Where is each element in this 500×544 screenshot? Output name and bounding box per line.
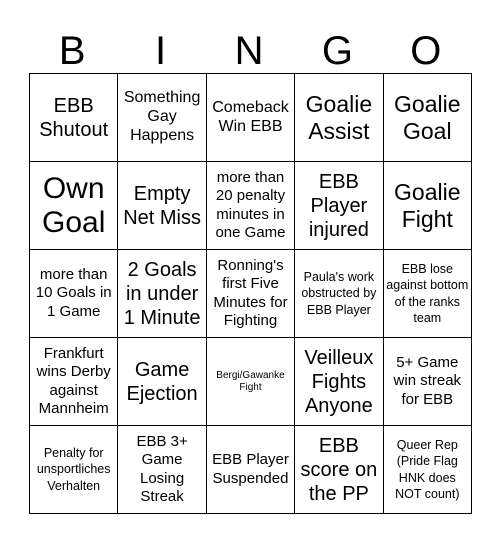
bingo-cell[interactable]: 5+ Game win streak for EBB <box>384 338 472 426</box>
bingo-cell[interactable]: Veilleux Fights Anyone <box>295 338 383 426</box>
bingo-cell[interactable]: Goalie Goal <box>384 74 472 162</box>
bingo-cell[interactable]: Something Gay Happens <box>118 74 206 162</box>
header-letter-i: I <box>155 29 169 73</box>
bingo-cell[interactable]: EBB Player injured <box>295 162 383 250</box>
bingo-cell[interactable]: Queer Rep (Pride Flag HNK does NOT count) <box>384 426 472 514</box>
bingo-cell[interactable]: EBB lose against bottom of the ranks team <box>384 250 472 338</box>
header-letter-n: N <box>234 29 266 73</box>
bingo-cell[interactable]: Paula's work obstructed by EBB Player <box>295 250 383 338</box>
bingo-cell[interactable]: Empty Net Miss <box>118 162 206 250</box>
bingo-header <box>29 28 471 74</box>
header-letter-g: G <box>321 29 355 73</box>
header-letter-o: O <box>410 29 444 73</box>
bingo-cell[interactable]: more than 20 penalty minutes in one Game <box>207 162 295 250</box>
bingo-cell[interactable]: Penalty for unsportliches Verhalten <box>30 426 118 514</box>
bingo-cell[interactable]: EBB Shutout <box>30 74 118 162</box>
bingo-cell[interactable]: Goalie Assist <box>295 74 383 162</box>
bingo-cell[interactable]: EBB score on the PP <box>295 426 383 514</box>
bingo-cell[interactable]: more than 10 Goals in 1 Game <box>30 250 118 338</box>
bingo-cell[interactable]: EBB 3+ Game Losing Streak <box>118 426 206 514</box>
bingo-cell[interactable]: Comeback Win EBB <box>207 74 295 162</box>
bingo-cell[interactable]: EBB Player Suspended <box>207 426 295 514</box>
bingo-cell[interactable]: Bergi/Gawanke Fight <box>207 338 295 426</box>
bingo-cell[interactable]: Ronning's first Five Minutes for Fighting <box>207 250 295 338</box>
header-letter-b: B <box>58 29 88 73</box>
bingo-grid <box>29 73 472 514</box>
bingo-cell[interactable]: Game Ejection <box>118 338 206 426</box>
bingo-cell[interactable]: Goalie Fight <box>384 162 472 250</box>
bingo-cell[interactable]: 2 Goals in under 1 Minute <box>118 250 206 338</box>
bingo-cell[interactable]: Frankfurt wins Derby against Mannheim <box>30 338 118 426</box>
bingo-cell[interactable]: Own Goal <box>30 162 118 250</box>
